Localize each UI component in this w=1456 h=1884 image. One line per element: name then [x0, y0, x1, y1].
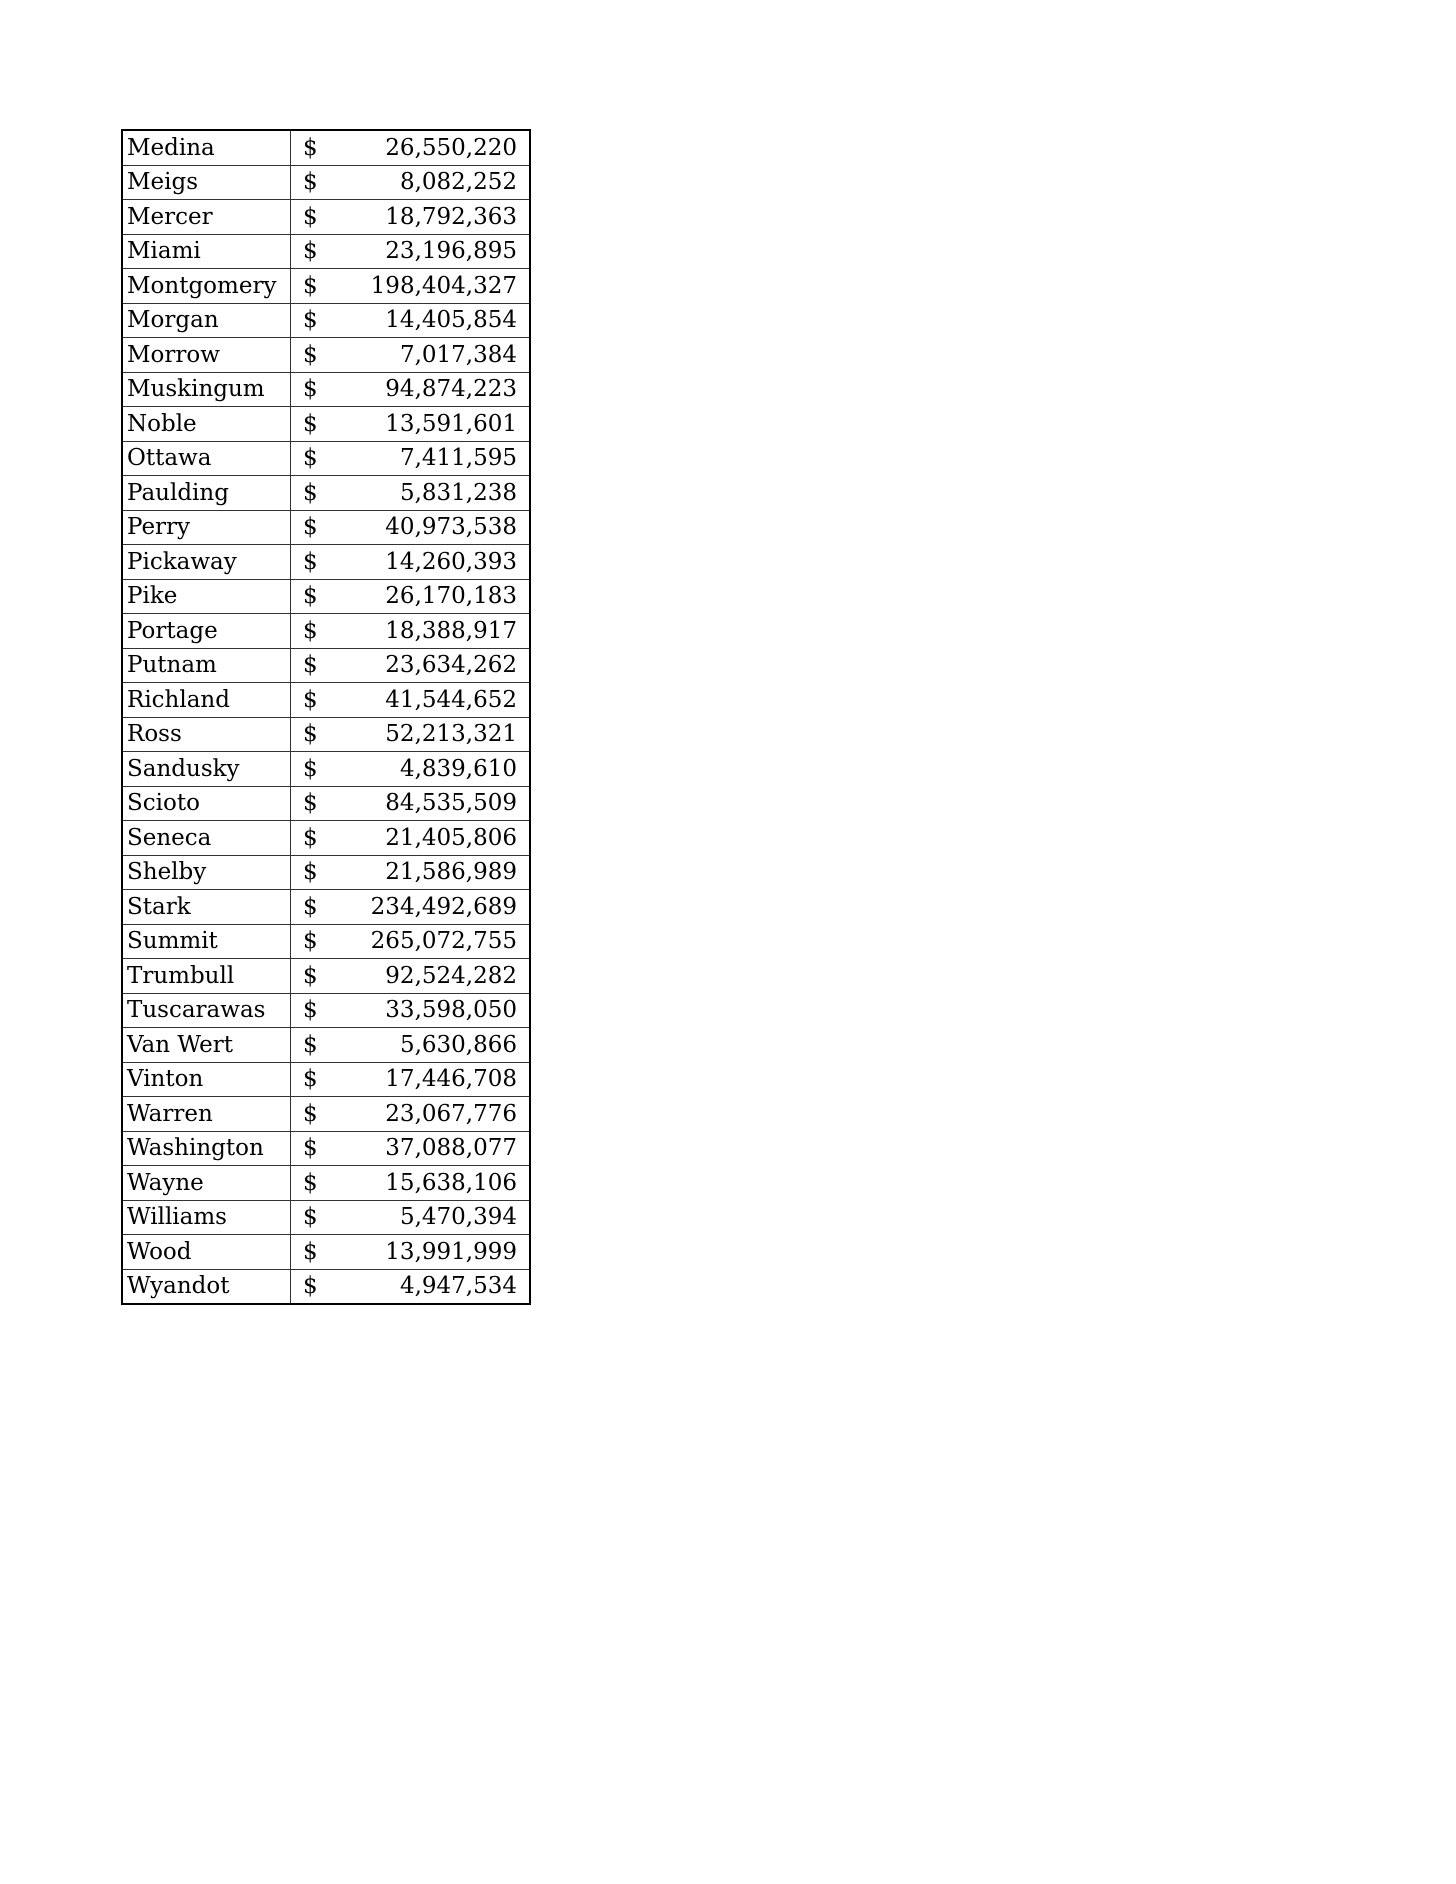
amount-cell: 8,082,252: [339, 165, 530, 200]
amount-cell: 7,017,384: [339, 338, 530, 373]
table-row: [122, 338, 530, 373]
currency-symbol-cell: $: [291, 821, 340, 856]
table-row: [122, 130, 530, 165]
county-name-cell: Tuscarawas: [122, 993, 291, 1028]
amount-cell: 18,792,363: [339, 200, 530, 235]
currency-symbol-cell: $: [291, 1200, 340, 1235]
amount-cell: 94,874,223: [339, 372, 530, 407]
county-name-cell: Van Wert: [122, 1028, 291, 1063]
county-name-cell: Scioto: [122, 786, 291, 821]
amount-cell: 40,973,538: [339, 510, 530, 545]
table-row: [122, 510, 530, 545]
amount-cell: 234,492,689: [339, 890, 530, 925]
table-row: [122, 717, 530, 752]
amount-cell: 23,067,776: [339, 1097, 530, 1132]
county-name-cell: Wyandot: [122, 1269, 291, 1304]
county-name-cell: Stark: [122, 890, 291, 925]
county-name-cell: Williams: [122, 1200, 291, 1235]
table-row: [122, 648, 530, 683]
table-row: [122, 579, 530, 614]
county-name-cell: Meigs: [122, 165, 291, 200]
amount-cell: 37,088,077: [339, 1131, 530, 1166]
currency-symbol-cell: $: [291, 234, 340, 269]
county-name-cell: Paulding: [122, 476, 291, 511]
amount-cell: 7,411,595: [339, 441, 530, 476]
county-name-cell: Sandusky: [122, 752, 291, 787]
table-row: [122, 821, 530, 856]
currency-symbol-cell: $: [291, 338, 340, 373]
county-amount-table: [121, 129, 531, 1305]
county-name-cell: Seneca: [122, 821, 291, 856]
currency-symbol-cell: $: [291, 1131, 340, 1166]
table-row: [122, 441, 530, 476]
county-name-cell: Mercer: [122, 200, 291, 235]
table-row: [122, 1269, 530, 1304]
amount-cell: 26,170,183: [339, 579, 530, 614]
amount-cell: 198,404,327: [339, 269, 530, 304]
amount-cell: 17,446,708: [339, 1062, 530, 1097]
amount-cell: 15,638,106: [339, 1166, 530, 1201]
county-name-cell: Wayne: [122, 1166, 291, 1201]
currency-symbol-cell: $: [291, 855, 340, 890]
currency-symbol-cell: $: [291, 1028, 340, 1063]
county-name-cell: Vinton: [122, 1062, 291, 1097]
county-name-cell: Morrow: [122, 338, 291, 373]
county-name-cell: Montgomery: [122, 269, 291, 304]
county-name-cell: Portage: [122, 614, 291, 649]
county-name-cell: Morgan: [122, 303, 291, 338]
table-row: [122, 269, 530, 304]
table-row: [122, 1131, 530, 1166]
table-row: [122, 890, 530, 925]
amount-cell: 4,947,534: [399, 1273, 517, 1299]
table-row: [122, 1235, 530, 1270]
county-name-cell: Miami: [122, 234, 291, 269]
table-row: [122, 165, 530, 200]
currency-symbol-cell: $: [291, 407, 340, 442]
currency-symbol-cell: $: [291, 993, 340, 1028]
currency-symbol-cell: $: [291, 130, 340, 165]
amount-cell: 18,388,917: [339, 614, 530, 649]
amount-cell: 14,405,854: [339, 303, 530, 338]
currency-symbol-cell: $: [291, 786, 340, 821]
currency-symbol-cell: $: [291, 924, 340, 959]
currency-symbol-cell: $: [291, 1062, 340, 1097]
amount-cell: 13,591,601: [339, 407, 530, 442]
currency-symbol-cell: $: [291, 1235, 340, 1270]
currency-symbol-cell: $: [291, 476, 340, 511]
amount-cell: 5,831,238: [339, 476, 530, 511]
currency-symbol-cell: $: [291, 269, 340, 304]
table-row: [122, 614, 530, 649]
currency-symbol-cell: $: [291, 372, 340, 407]
table-row: [122, 786, 530, 821]
county-name-cell: Shelby: [122, 855, 291, 890]
county-name-cell: Perry: [122, 510, 291, 545]
table-row: [122, 1166, 530, 1201]
currency-symbol-cell: $: [291, 200, 340, 235]
currency-symbol-cell: $: [291, 545, 340, 580]
currency-symbol-cell: $: [291, 890, 340, 925]
county-name-cell: Ottawa: [122, 441, 291, 476]
county-name-cell: Wood: [122, 1235, 291, 1270]
amount-cell: 41,544,652: [339, 683, 530, 718]
currency-symbol-cell: $: [291, 1166, 340, 1201]
amount-cell: 21,405,806: [339, 821, 530, 856]
table-row: [122, 752, 530, 787]
currency-symbol-cell: $: [291, 579, 340, 614]
amount-cell: 265,072,755: [339, 924, 530, 959]
county-name-cell: Noble: [122, 407, 291, 442]
county-name-cell: Washington: [122, 1131, 291, 1166]
table-row: [122, 476, 530, 511]
table-row: [122, 303, 530, 338]
currency-symbol-cell: $: [291, 303, 340, 338]
table-row: [122, 1028, 530, 1063]
currency-symbol-cell: $: [291, 648, 340, 683]
currency-symbol-cell: $: [291, 717, 340, 752]
amount-cell: 13,991,999: [339, 1235, 530, 1270]
amount-cell: 92,524,282: [339, 959, 530, 994]
amount-cell: 21,586,989: [339, 855, 530, 890]
table-row: [122, 372, 530, 407]
amount-cell: 23,634,262: [339, 648, 530, 683]
currency-symbol-cell: $: [291, 441, 340, 476]
currency-symbol-cell: $: [291, 752, 340, 787]
county-name-cell: Pickaway: [122, 545, 291, 580]
county-name-cell: Medina: [122, 130, 291, 165]
table-row: [122, 234, 530, 269]
amount-cell: 14,260,393: [339, 545, 530, 580]
amount-cell: 23,196,895: [339, 234, 530, 269]
table-row: [122, 855, 530, 890]
county-name-cell: Muskingum: [122, 372, 291, 407]
currency-symbol-cell: $: [291, 683, 340, 718]
county-name-cell: Pike: [122, 579, 291, 614]
table-row: [122, 683, 530, 718]
table-row: [122, 959, 530, 994]
amount-cell: 5,470,394: [339, 1200, 530, 1235]
county-name-cell: Trumbull: [122, 959, 291, 994]
amount-cell: 26,550,220: [339, 130, 530, 165]
county-name-cell: Richland: [122, 683, 291, 718]
table-body: [122, 130, 530, 1304]
amount-cell: 33,598,050: [339, 993, 530, 1028]
table-row: [122, 407, 530, 442]
county-name-cell: Putnam: [122, 648, 291, 683]
currency-symbol-cell: $: [291, 1097, 340, 1132]
amount-cell: 52,213,321: [339, 717, 530, 752]
currency-symbol-cell: $: [303, 1273, 318, 1299]
currency-symbol-cell: $: [291, 614, 340, 649]
table-row: [122, 1097, 530, 1132]
currency-symbol-cell: $: [291, 165, 340, 200]
county-name-cell: Ross: [122, 717, 291, 752]
currency-symbol-cell: $: [291, 959, 340, 994]
county-name-cell: Summit: [122, 924, 291, 959]
table-row: [122, 200, 530, 235]
table-row: [122, 1200, 530, 1235]
table-row: [122, 1062, 530, 1097]
table-row: [122, 924, 530, 959]
currency-symbol-cell: $: [291, 510, 340, 545]
table-row: [122, 993, 530, 1028]
county-name-cell: Warren: [122, 1097, 291, 1132]
table-row: [122, 545, 530, 580]
amount-cell: 84,535,509: [339, 786, 530, 821]
amount-cell: 5,630,866: [339, 1028, 530, 1063]
amount-cell: 4,839,610: [339, 752, 530, 787]
